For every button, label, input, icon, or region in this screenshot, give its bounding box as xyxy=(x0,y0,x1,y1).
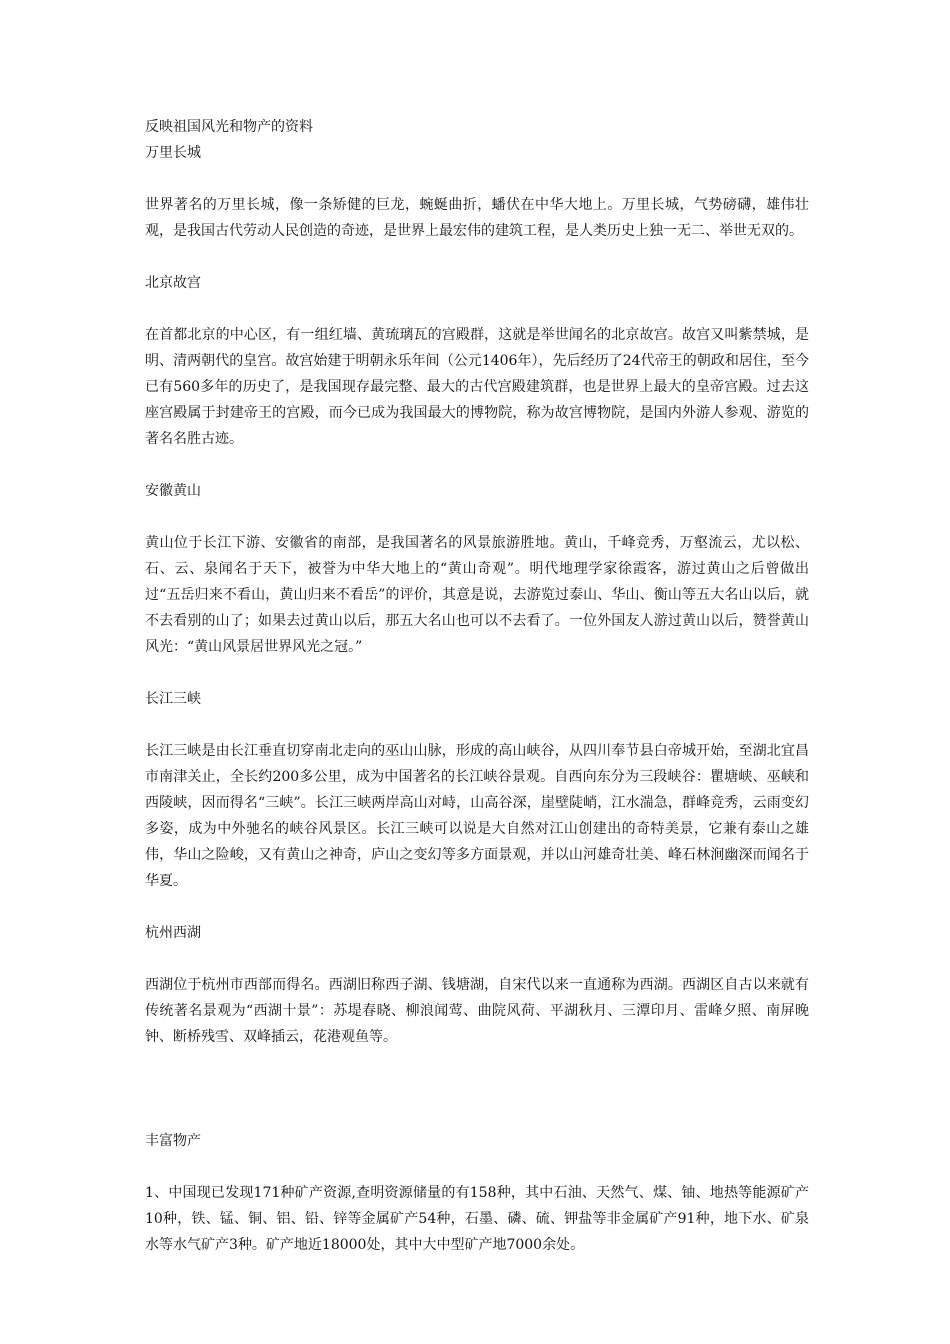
section-body-three-gorges: 长江三峡是由长江垂直切穿南北走向的巫山山脉，形成的高山峡谷，从四川奉节县白帝城开始，至湖北宜昌市南津关止，全长约200多公里，成为中国著名的长江峡谷景观。自西向东分为三段峡谷：瞿塘峡、巫峡和西陵峡，因而得名“三峡”。长江三峡两岸高山对峙，山高谷深，崖壁陡峭，江水湍急，群峰竞秀，云雨变幻多姿，成为中外驰名的峡谷风景区。长江三峡可以说是大自然对江山创建出的奇特美景，它兼有泰山之雄伟，华山之险峻，又有黄山之神奇，庐山之变幻等多方面景观，并以山河雄奇壮美、峰石林涧幽深而闻名于华夏。 xyxy=(145,743,809,889)
section-heading-three-gorges: 长江三峡 xyxy=(145,691,201,707)
section-body-huangshan: 黄山位于长江下游、安徽省的南部，是我国著名的风景旅游胜地。黄山，千峰竞秀，万壑流云，尤以松、石、云、泉闻名于天下，被誉为中华大地上的“黄山奇观”。明代地理学家徐霞客，游过黄山之后曾做出过“五岳归来不看山，黄山归来不看岳”的评价，其意是说，去游览过泰山、华山、衡山等五大名山以后，就不去看别的山了；如果去过黄山以后，那五大名山也可以不去看了。一位外国友人游过黄山以后，赞誉黄山风光：“黄山风景居世界风光之冠。” xyxy=(145,535,809,655)
spacer xyxy=(145,452,809,478)
document-page xyxy=(145,114,809,1258)
section-heading-great-wall: 万里长城 xyxy=(145,145,201,161)
section-body-west-lake: 西湖位于杭州市西部而得名。西湖旧称西子湖、钱塘湖，自宋代以来一直通称为西湖。西湖区自古以来就有传统著名景观为“西湖十景”：苏堤春晓、柳浪闻莺、曲院风荷、平湖秋月、三潭印月、雷峰夕照、南屏晚钟、断桥残雪、双峰插云，花港观鱼等。 xyxy=(145,977,809,1045)
section-heading-forbidden-city: 北京故宫 xyxy=(145,275,201,291)
spacer xyxy=(145,894,809,920)
spacer xyxy=(145,660,809,686)
section-body-great-wall: 世界著名的万里长城，像一条矫健的巨龙，蜿蜒曲折，蟠伏在中华大地上。万里长城，气势磅礴，雄伟壮观，是我国古代劳动人民创造的奇迹，是世界上最宏伟的建筑工程，是人类历史上独一无二、举世无双的。 xyxy=(145,197,809,239)
section-heading-resources: 丰富物产 xyxy=(145,1133,201,1149)
section-heading-huangshan: 安徽黄山 xyxy=(145,483,201,499)
section-body-resources: 1、中国现已发现171种矿产资源,查明资源储量的有158种，其中石油、天然气、煤、铀、地热等能源矿产10种，铁、锰、铜、铝、铅、锌等金属矿产54种，石墨、磷、硫、钾盐等非金属矿产91种，地下水、矿泉水等水气矿产3种。矿产地近18000处，其中大中型矿产地7000余处。 xyxy=(145,1185,809,1253)
document-title: 反映祖国风光和物产的资料 xyxy=(145,119,313,135)
section-heading-west-lake: 杭州西湖 xyxy=(145,925,201,941)
section-body-forbidden-city: 在首都北京的中心区，有一组红墙、黄琉璃瓦的宫殿群，这就是举世闻名的北京故宫。故宫又叫紫禁城，是明、清两朝代的皇宫。故宫始建于明朝永乐年间（公元1406年），先后经历了24代帝王的朝政和居住，至今已有560多年的历史了，是我国现存最完整、最大的古代宫殿建筑群，也是世界上最大的皇帝宫殿。过去这座宫殿属于封建帝王的宫殿，而今已成为我国最大的博物院，称为故宫博物院，是国内外游人参观、游览的著名名胜古迹。 xyxy=(145,327,809,447)
spacer xyxy=(145,244,809,270)
spacer xyxy=(145,1050,809,1128)
